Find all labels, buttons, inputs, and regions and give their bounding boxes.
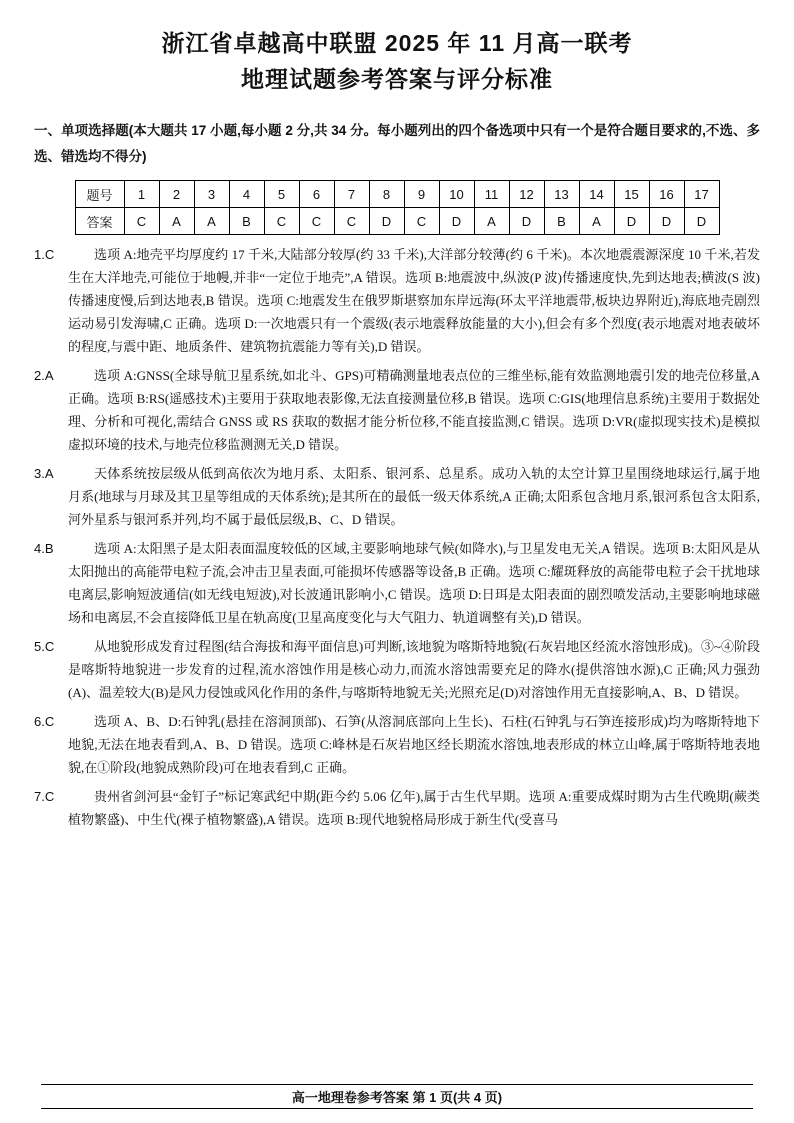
table-cell-qnum: 15 xyxy=(614,181,649,208)
row-label-answer: 答案 xyxy=(75,208,124,235)
table-cell-answer: C xyxy=(124,208,159,235)
list-item xyxy=(34,364,760,456)
explanation-text: 选项 A、B、D:石钟乳(悬挂在溶洞顶部)、石笋(从溶洞底部向上生长)、石柱(石钟乳与石笋连接形成)均为喀斯特地下地貌,无法在地表看到,A、B、D 错误。选项 C:峰林是石灰岩地区经长期流水溶蚀,地表形成的林立山峰,属于喀斯特地表地貌,在①阶段(地貌成熟阶段)可在地表看到,C 正确。 xyxy=(68,714,760,775)
table-cell-answer: A xyxy=(579,208,614,235)
table-cell-answer: D xyxy=(509,208,544,235)
list-item xyxy=(34,710,760,779)
section-heading-multiple-choice: 一、单项选择题(本大题共 17 小题,每小题 2 分,共 34 分。每小题列出的四个备选项中只有一个是符合题目要求的,不选、多选、错选均不得分) xyxy=(34,123,760,164)
explanation-number: 2.A xyxy=(34,368,54,383)
table-cell-answer: D xyxy=(649,208,684,235)
table-cell-qnum: 16 xyxy=(649,181,684,208)
table-cell-qnum: 5 xyxy=(264,181,299,208)
table-cell-qnum: 4 xyxy=(229,181,264,208)
explanation-text: 贵州省剑河县“金钉子”标记寒武纪中期(距今约 5.06 亿年),属于古生代早期。选项 A:重要成煤时期为古生代晚期(蕨类植物繁盛)、中生代(裸子植物繁盛),A 错误。选项 B:现代地貌格局形成于新生代(受喜马 xyxy=(68,789,760,827)
table-cell-qnum: 7 xyxy=(334,181,369,208)
explanation-text: 从地貌形成发育过程图(结合海拔和海平面信息)可判断,该地貌为喀斯特地貌(石灰岩地区经流水溶蚀形成)。③~④阶段是喀斯特地貌进一步发育的过程,流水溶蚀作用是核心动力,而流水溶蚀需要充足的降水(提供溶蚀水源),C 正确;风力强劲(A)、温差较大(B)是风力侵蚀或风化作用的条件,与喀斯特地貌无关;光照充足(D)对溶蚀作用无直接影响,A、B、D 错误。 xyxy=(68,639,760,700)
table-cell-answer: A xyxy=(474,208,509,235)
table-cell-answer: D xyxy=(684,208,719,235)
table-cell-qnum: 13 xyxy=(544,181,579,208)
explanation-text: 选项 A:GNSS(全球导航卫星系统,如北斗、GPS)可精确测量地表点位的三维坐标,能有效监测地震引发的地壳位移量,A 正确。选项 B:RS(遥感技术)主要用于获取地表影像,无法直接测量位移,B 错误。选项 C:GIS(地理信息系统)主要用于数据处理、分析和可视化,需结合 GNSS 或 RS 获取的数据才能分析位移,不能直接监测,C 错误。选项 D:VR(虚拟现实技术)是模拟虚拟环境的技术,与地壳位移监测测无关,D 错误。 xyxy=(68,368,760,452)
table-cell-qnum: 14 xyxy=(579,181,614,208)
list-item xyxy=(34,635,760,704)
table-cell-qnum: 2 xyxy=(159,181,194,208)
table-cell-qnum: 17 xyxy=(684,181,719,208)
footer-text: 高一地理卷参考答案 第 1 页(共 4 页) xyxy=(41,1084,753,1109)
table-cell-answer: C xyxy=(404,208,439,235)
list-item xyxy=(34,537,760,629)
table-cell-answer: D xyxy=(614,208,649,235)
explanation-number: 6.C xyxy=(34,714,55,729)
table-cell-answer: C xyxy=(264,208,299,235)
table-cell-qnum: 12 xyxy=(509,181,544,208)
explanation-number: 1.C xyxy=(34,247,55,262)
table-cell-qnum: 8 xyxy=(369,181,404,208)
explanation-text: 天体系统按层级从低到高依次为地月系、太阳系、银河系、总星系。成功入轨的太空计算卫星围绕地球运行,属于地月系(地球与月球及其卫星等组成的天体系统);是其所在的最低一级天体系统,A 正确;太阳系包含地月系,银河系包含太阳系,河外星系与银河系并列,均不属于最低层级,B、C、D 错误。 xyxy=(68,466,760,527)
page-title-line1: 浙江省卓越高中联盟 2025 年 11 月高一联考 xyxy=(161,30,633,56)
table-cell-qnum: 1 xyxy=(124,181,159,208)
table-cell-answer: D xyxy=(369,208,404,235)
explanation-number: 4.B xyxy=(34,541,54,556)
row-label-question-number: 题号 xyxy=(75,181,124,208)
table-cell-qnum: 10 xyxy=(439,181,474,208)
table-cell-qnum: 11 xyxy=(474,181,509,208)
table-cell-answer: C xyxy=(334,208,369,235)
explanation-number: 3.A xyxy=(34,466,54,481)
table-cell-answer: B xyxy=(229,208,264,235)
table-row-answers xyxy=(75,208,719,235)
explanation-text: 选项 A:太阳黑子是太阳表面温度较低的区域,主要影响地球气候(如降水),与卫星发电无关,A 错误。选项 B:太阳风是从太阳抛出的高能带电粒子流,会冲击卫星表面,可能损坏传感器等设备,B 正确。选项 C:耀斑释放的高能带电粒子会干扰地球电离层,影响短波通信(如无线电短波),对长波通讯影响小,C 错误。选项 D:日珥是太阳表面的剧烈喷发活动,主要影响地球磁场和电离层,不会直接降低卫星在轨高度(卫星高度变化与大气阻力、轨道调整有关),D 错误。 xyxy=(68,541,760,625)
table-cell-answer: D xyxy=(439,208,474,235)
table-cell-answer: C xyxy=(299,208,334,235)
list-item xyxy=(34,785,760,831)
explanation-text: 选项 A:地壳平均厚度约 17 千米,大陆部分较厚(约 33 千米),大洋部分较薄(约 6 千米)。本次地震震源深度 10 千米,若发生在大洋地壳,可能位于地幔,并非“一定位于地壳”,A 错误。选项 B:地震波中,纵波(P 波)传播速度快,先到达地表;横波(S 波)传播速度慢,后到达地表,B 错误。选项 C:地震发生在俄罗斯堪察加东岸远海(环太平洋地震带,板块边界附近),海底地壳剧烈运动易引发海啸,C 正确。选项 D:一次地震只有一个震级(表示地震释放能量的大小),但会有多个烈度(表示地震对地表破坏的程度,与震中距、地质条件、建筑物抗震能力等有关),D 错误。 xyxy=(68,247,760,354)
page-title-line2: 地理试题参考答案与评分标准 xyxy=(241,66,553,92)
table-cell-qnum: 3 xyxy=(194,181,229,208)
explanation-number: 7.C xyxy=(34,789,55,804)
table-cell-qnum: 6 xyxy=(299,181,334,208)
table-cell-qnum: 9 xyxy=(404,181,439,208)
table-cell-answer: A xyxy=(159,208,194,235)
explanation-list xyxy=(34,243,760,831)
table-cell-answer: B xyxy=(544,208,579,235)
page-footer xyxy=(0,1084,794,1109)
table-row-question-numbers xyxy=(75,181,719,208)
list-item xyxy=(34,243,760,358)
table-cell-answer: A xyxy=(194,208,229,235)
answer-table xyxy=(75,180,720,235)
explanation-number: 5.C xyxy=(34,639,55,654)
list-item xyxy=(34,462,760,531)
